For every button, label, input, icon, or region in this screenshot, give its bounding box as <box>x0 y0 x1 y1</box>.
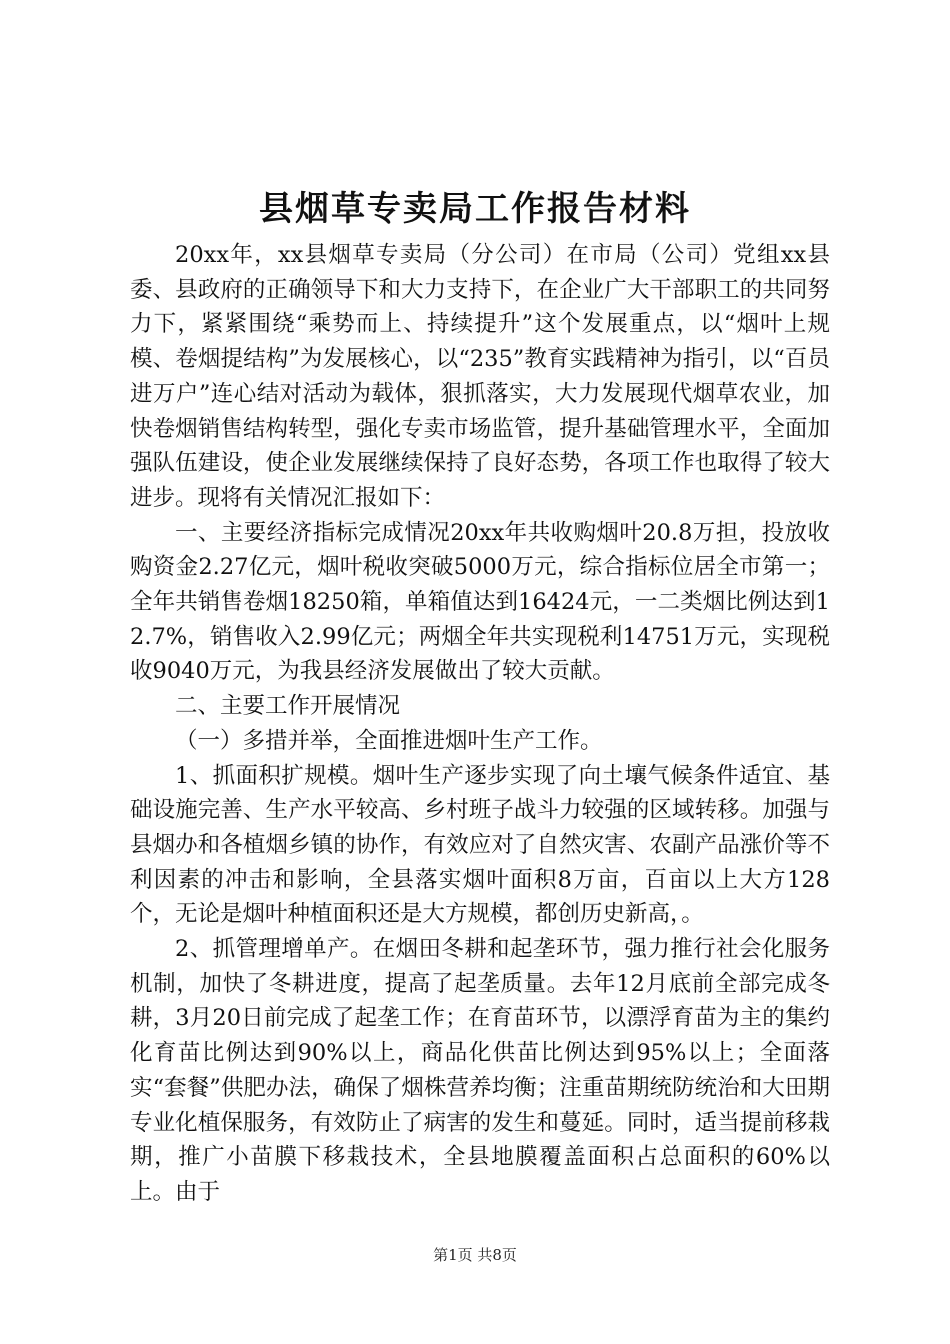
paragraph-area-expansion: 1、抓面积扩规模。烟叶生产逐步实现了向土壤气候条件适宜、基础设施完善、生产水平较高、乡村班子战斗力较强的区域转移。加强与县烟办和各植烟乡镇的协作，有效应对了自然灾害、农副产品涨价等不利因素的冲击和影响，全县落实烟叶面积8万亩，百亩以上大方128个，无论是烟叶种植面积还是大方规模，都创历史新高，。 <box>130 762 830 928</box>
paragraph-management: 2、抓管理增单产。在烟田冬耕和起垄环节，强力推行社会化服务机制，加快了冬耕进度，提高了起垄质量。去年12月底前全部完成冬耕，3月20日前完成了起垄工作；在育苗环节，以漂浮育苗为主的集约化育苗比例达到90%以上，商品化供苗比例达到95%以上；全面落实“套餐”供肥办法，确保了烟株营养均衡；注重苗期统防统治和大田期专业化植保服务，有效防止了病害的发生和蔓延。同时，适当提前移栽期，推广小苗膜下移栽技术，全县地膜覆盖面积占总面积的60%以上。由于 <box>130 936 830 1205</box>
paragraph-section-heading: 二、主要工作开展情况 <box>175 693 401 720</box>
paragraph-economic-indicators: 一、主要经济指标完成情况20xx年共收购烟叶20.8万担，投放收购资金2.27亿元，烟叶税收突破5000万元，综合指标位居全市第一；全年共销售卷烟18250箱，单箱值达到16424元，一二类烟比例达到12.7%，销售收入2.99亿元；两烟全年共实现税利14751万元，实现税收9040万元，为我县经济发展做出了较大贡献。 <box>130 519 830 685</box>
page-number-footer: 第1页 共8页 <box>433 1246 517 1264</box>
document-title: 县烟草专卖局工作报告材料 <box>259 189 691 229</box>
paragraph-intro: 20xx年，xx县烟草专卖局（分公司）在市局（公司）党组xx县委、县政府的正确领导下和大力支持下，在企业广大干部职工的共同努力下，紧紧围绕“乘势而上、持续提升”这个发展重点，以“烟叶上规模、卷烟提结构”为发展核心，以“235”教育实践精神为指引，以“百员进万户”连心结对活动为载体，狠抓落实，大力发展现代烟草农业，加快卷烟销售结构转型，强化专卖市场监管，提升基础管理水平，全面加强队伍建设，使企业发展继续保持了良好态势，各项工作也取得了较大进步。现将有关情况汇报如下： <box>130 242 830 511</box>
document-body <box>130 238 830 1210</box>
paragraph-subsection-heading: （一）多措并举，全面推进烟叶生产工作。 <box>175 727 603 754</box>
